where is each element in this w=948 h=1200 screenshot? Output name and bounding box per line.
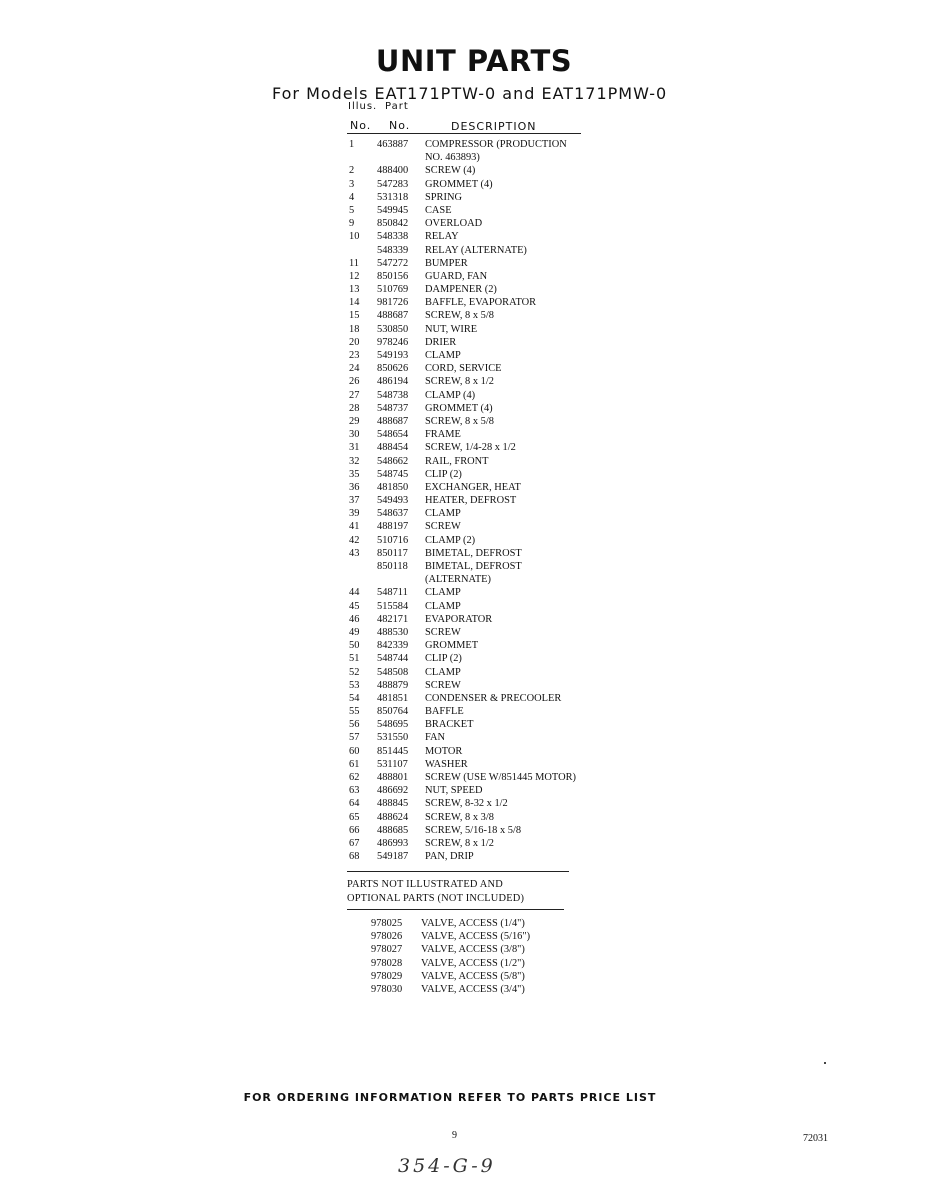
part-description: SCREW, 8 x 1/2 bbox=[425, 837, 494, 849]
part-description: FRAME bbox=[425, 429, 461, 441]
parts-row bbox=[349, 626, 649, 639]
scan-speck bbox=[824, 1062, 826, 1064]
illus-number: 57 bbox=[349, 732, 360, 744]
part-description: NUT, SPEED bbox=[425, 785, 483, 797]
illus-number: 45 bbox=[349, 600, 360, 612]
part-description: VALVE, ACCESS (1/2") bbox=[421, 957, 525, 969]
illus-number: 32 bbox=[349, 455, 360, 467]
illus-number: 62 bbox=[349, 772, 360, 783]
not-illustrated-heading bbox=[347, 878, 524, 905]
part-number: 548508 bbox=[377, 666, 409, 678]
part-number: 978025 bbox=[371, 918, 403, 929]
part-description: EXCHANGER, HEAT bbox=[425, 481, 521, 493]
illus-number: 52 bbox=[349, 666, 360, 678]
parts-row bbox=[349, 784, 649, 797]
illus-number: 30 bbox=[349, 429, 360, 441]
not-illustrated-line-2: OPTIONAL PARTS (NOT INCLUDED) bbox=[347, 892, 525, 904]
part-description: NUT, WIRE bbox=[425, 323, 478, 335]
parts-row bbox=[349, 138, 649, 151]
part-description: CLIP (2) bbox=[425, 653, 462, 665]
parts-row bbox=[349, 652, 649, 665]
part-number: 515584 bbox=[377, 600, 409, 612]
part-number: 488687 bbox=[377, 415, 409, 427]
illus-number: 43 bbox=[349, 547, 360, 559]
part-description: PAN, DRIP bbox=[425, 851, 474, 863]
part-description: CLAMP bbox=[425, 666, 461, 678]
illus-number: 9 bbox=[349, 218, 355, 230]
parts-row bbox=[349, 811, 649, 824]
optional-parts-list bbox=[371, 917, 621, 996]
illus-number: 15 bbox=[349, 310, 360, 322]
part-description: VALVE, ACCESS (3/8") bbox=[421, 944, 525, 956]
part-description: COMPRESSOR (PRODUCTION bbox=[425, 139, 567, 150]
part-number: 549193 bbox=[377, 350, 409, 361]
part-description: MOTOR bbox=[425, 745, 463, 757]
illus-number: 26 bbox=[349, 376, 360, 388]
part-number: 510769 bbox=[377, 284, 409, 296]
parts-row bbox=[349, 797, 649, 810]
part-description: CONDENSER & PRECOOLER bbox=[425, 692, 562, 704]
illus-number: 31 bbox=[349, 442, 360, 454]
part-number: 978027 bbox=[371, 944, 403, 956]
optional-row bbox=[371, 983, 621, 996]
part-number: 850117 bbox=[377, 547, 408, 559]
part-description: VALVE, ACCESS (1/4") bbox=[421, 918, 525, 929]
part-description: CLIP (2) bbox=[425, 468, 462, 480]
parts-row bbox=[349, 666, 649, 679]
parts-row bbox=[349, 745, 649, 758]
part-description: VALVE, ACCESS (5/16") bbox=[421, 931, 531, 943]
part-description: SCREW, 5/16-18 x 5/8 bbox=[425, 824, 522, 836]
part-description: NO. 463893) bbox=[425, 152, 480, 164]
part-description: BIMETAL, DEFROST bbox=[425, 561, 522, 572]
parts-row bbox=[349, 850, 649, 863]
parts-row bbox=[349, 389, 649, 402]
parts-row bbox=[349, 336, 649, 349]
part-description: CLAMP bbox=[425, 508, 461, 520]
parts-list bbox=[349, 138, 649, 863]
part-number: 488197 bbox=[377, 521, 409, 533]
part-number: 549493 bbox=[377, 495, 409, 507]
parts-row bbox=[349, 191, 649, 204]
part-number: 548745 bbox=[377, 468, 409, 480]
part-number: 482171 bbox=[377, 613, 409, 625]
parts-row bbox=[349, 428, 649, 441]
part-description: DAMPENER (2) bbox=[425, 284, 497, 296]
parts-row bbox=[349, 283, 649, 296]
parts-row bbox=[349, 481, 649, 494]
illus-label: Illus. bbox=[348, 101, 378, 112]
part-number: 488687 bbox=[377, 310, 409, 322]
ordering-note: FOR ORDERING INFORMATION REFER TO PARTS PRICE LIST bbox=[243, 1091, 657, 1104]
parts-row bbox=[349, 178, 649, 191]
parts-row bbox=[349, 639, 649, 652]
part-description: RELAY bbox=[425, 231, 459, 243]
part-description: CORD, SERVICE bbox=[425, 363, 502, 375]
illus-number: 64 bbox=[349, 798, 360, 810]
illus-number: 2 bbox=[349, 165, 355, 177]
part-number: 548744 bbox=[377, 653, 409, 665]
part-description: EVAPORATOR bbox=[425, 613, 493, 625]
part-number: 549187 bbox=[377, 851, 409, 863]
part-number: 481851 bbox=[377, 692, 409, 704]
illus-number: 42 bbox=[349, 534, 360, 546]
illus-number: 27 bbox=[349, 389, 360, 401]
illus-number: 63 bbox=[349, 785, 360, 797]
part-description: CLAMP bbox=[425, 600, 461, 612]
part-description: CASE bbox=[425, 204, 452, 216]
part-description: CLAMP bbox=[425, 587, 461, 599]
illus-number: 1 bbox=[349, 139, 355, 150]
part-description: WASHER bbox=[425, 758, 468, 770]
illus-number: 51 bbox=[349, 653, 360, 665]
part-description: SCREW, 8 x 1/2 bbox=[425, 376, 494, 388]
parts-row bbox=[349, 441, 649, 454]
parts-end-rule bbox=[347, 871, 569, 872]
part-description: VALVE, ACCESS (5/8") bbox=[421, 970, 525, 982]
part-number: 488530 bbox=[377, 626, 409, 638]
parts-row bbox=[349, 349, 649, 362]
illus-number: 23 bbox=[349, 350, 360, 361]
part-number: 548637 bbox=[377, 508, 409, 520]
header-rule bbox=[347, 133, 581, 134]
illus-number: 68 bbox=[349, 851, 360, 863]
illus-number: 49 bbox=[349, 626, 360, 638]
part-description: DRIER bbox=[425, 336, 457, 348]
parts-row bbox=[349, 362, 649, 375]
parts-row bbox=[349, 837, 649, 850]
part-number: 486993 bbox=[377, 837, 409, 849]
part-number: 548339 bbox=[377, 244, 409, 256]
illus-number: 50 bbox=[349, 640, 360, 652]
not-illustrated-line-1: PARTS NOT ILLUSTRATED AND bbox=[347, 879, 503, 890]
parts-row bbox=[349, 244, 649, 257]
parts-row bbox=[349, 468, 649, 481]
part-number: 486194 bbox=[377, 376, 409, 388]
illus-number: 37 bbox=[349, 495, 360, 507]
parts-row bbox=[349, 520, 649, 533]
part-description: BRACKET bbox=[425, 719, 474, 731]
parts-row bbox=[349, 415, 649, 428]
part-number: 488845 bbox=[377, 798, 409, 810]
part-description: HEATER, DEFROST bbox=[425, 495, 517, 507]
part-description: RELAY (ALTERNATE) bbox=[425, 244, 527, 256]
part-description: GROMMET (4) bbox=[425, 178, 493, 190]
part-description: SCREW bbox=[425, 679, 461, 691]
parts-row bbox=[349, 771, 649, 784]
illus-number: 61 bbox=[349, 758, 360, 770]
part-description: SCREW bbox=[425, 521, 461, 533]
parts-row bbox=[349, 296, 649, 309]
part-number: 548695 bbox=[377, 719, 409, 731]
part-number: 547283 bbox=[377, 178, 409, 190]
part-number: 850626 bbox=[377, 363, 409, 375]
part-number: 850118 bbox=[377, 561, 408, 572]
illus-number: 60 bbox=[349, 745, 360, 757]
part-number: 978246 bbox=[377, 336, 409, 348]
optional-row bbox=[371, 943, 621, 956]
part-number: 481850 bbox=[377, 481, 409, 493]
document-number: 72031 bbox=[803, 1133, 828, 1144]
part-number: 531107 bbox=[377, 758, 408, 770]
parts-row bbox=[349, 230, 649, 243]
illus-number: 3 bbox=[349, 178, 355, 190]
header-description: DESCRIPTION bbox=[451, 120, 537, 133]
optional-row bbox=[371, 917, 621, 930]
part-description: BAFFLE bbox=[425, 706, 464, 718]
handwritten-note: 354-G-9 bbox=[398, 1155, 496, 1177]
parts-row bbox=[349, 600, 649, 613]
part-description: BAFFLE, EVAPORATOR bbox=[425, 297, 537, 309]
part-description: SCREW, 1/4-28 x 1/2 bbox=[425, 442, 516, 454]
part-number: 842339 bbox=[377, 640, 409, 652]
parts-row bbox=[349, 679, 649, 692]
parts-row bbox=[349, 613, 649, 626]
illus-number: 28 bbox=[349, 402, 360, 414]
part-description: SCREW, 8-32 x 1/2 bbox=[425, 798, 508, 810]
parts-row bbox=[349, 560, 649, 573]
page-title: UNIT PARTS bbox=[375, 44, 573, 78]
parts-row bbox=[349, 151, 649, 164]
part-number: 488454 bbox=[377, 442, 409, 454]
illus-number: 14 bbox=[349, 297, 360, 309]
parts-row bbox=[349, 758, 649, 771]
illus-number: 13 bbox=[349, 284, 360, 296]
parts-row bbox=[349, 718, 649, 731]
part-description: CLAMP (4) bbox=[425, 389, 476, 401]
part-number: 548738 bbox=[377, 389, 409, 401]
part-number: 531550 bbox=[377, 732, 409, 744]
part-number: 488879 bbox=[377, 679, 409, 691]
illus-number: 11 bbox=[349, 257, 360, 269]
illus-number: 12 bbox=[349, 270, 360, 282]
parts-row bbox=[349, 573, 649, 586]
part-description: GROMMET bbox=[425, 640, 479, 652]
part-number: 548662 bbox=[377, 455, 409, 467]
part-number: 463887 bbox=[377, 139, 409, 150]
parts-row bbox=[349, 455, 649, 468]
header-part-no: No. bbox=[389, 119, 411, 132]
parts-row bbox=[349, 323, 649, 336]
illus-number: 65 bbox=[349, 811, 360, 823]
illus-number: 55 bbox=[349, 706, 360, 718]
parts-row bbox=[349, 692, 649, 705]
part-description: SCREW (USE W/851445 MOTOR) bbox=[425, 772, 576, 783]
optional-row bbox=[371, 957, 621, 970]
parts-row bbox=[349, 164, 649, 177]
part-number: 548737 bbox=[377, 402, 409, 414]
part-number: 850764 bbox=[377, 706, 409, 718]
part-number: 486692 bbox=[377, 785, 409, 797]
part-description: VALVE, ACCESS (3/4") bbox=[421, 983, 525, 995]
illus-number: 18 bbox=[349, 323, 360, 335]
part-description: SCREW bbox=[425, 626, 461, 638]
part-number: 851445 bbox=[377, 745, 409, 757]
illus-number: 5 bbox=[349, 204, 355, 216]
part-description: SCREW, 8 x 3/8 bbox=[425, 811, 494, 823]
illus-number: 39 bbox=[349, 508, 360, 520]
part-description: SCREW (4) bbox=[425, 165, 476, 177]
part-number: 981726 bbox=[377, 297, 409, 309]
part-number: 548654 bbox=[377, 429, 409, 441]
parts-row bbox=[349, 586, 649, 599]
parts-row bbox=[349, 824, 649, 837]
part-number: 548338 bbox=[377, 231, 409, 243]
part-number: 978028 bbox=[371, 957, 403, 969]
illus-number: 53 bbox=[349, 679, 360, 691]
part-description: FAN bbox=[425, 732, 446, 744]
illus-number: 4 bbox=[349, 191, 355, 203]
parts-row bbox=[349, 217, 649, 230]
part-description: CLAMP (2) bbox=[425, 534, 476, 546]
parts-row bbox=[349, 402, 649, 415]
illus-number: 56 bbox=[349, 719, 360, 731]
part-description: SCREW, 8 x 5/8 bbox=[425, 310, 494, 322]
part-description: CLAMP bbox=[425, 350, 461, 361]
part-number: 488801 bbox=[377, 772, 409, 783]
part-number: 530850 bbox=[377, 323, 409, 335]
parts-row bbox=[349, 309, 649, 322]
illus-number: 36 bbox=[349, 481, 360, 493]
parts-row bbox=[349, 534, 649, 547]
parts-row bbox=[349, 270, 649, 283]
illus-number: 54 bbox=[349, 692, 360, 704]
part-number: 531318 bbox=[377, 191, 409, 203]
illus-number: 35 bbox=[349, 468, 360, 480]
part-label: Part bbox=[385, 101, 409, 112]
part-number: 978029 bbox=[371, 970, 403, 982]
page-number: 9 bbox=[452, 1130, 457, 1141]
part-description: (ALTERNATE) bbox=[425, 574, 491, 586]
part-number: 547272 bbox=[377, 257, 409, 269]
part-number: 850156 bbox=[377, 270, 409, 282]
part-number: 488685 bbox=[377, 824, 409, 836]
part-number: 549945 bbox=[377, 204, 409, 216]
illus-number: 10 bbox=[349, 231, 360, 243]
part-number: 978026 bbox=[371, 931, 403, 943]
illus-number: 29 bbox=[349, 415, 360, 427]
illus-number: 24 bbox=[349, 363, 360, 375]
part-description: RAIL, FRONT bbox=[425, 455, 489, 467]
part-description: SPRING bbox=[425, 191, 462, 203]
part-description: GROMMET (4) bbox=[425, 402, 493, 414]
optional-rule bbox=[347, 909, 564, 910]
optional-row bbox=[371, 930, 621, 943]
part-number: 548711 bbox=[377, 587, 408, 599]
parts-row bbox=[349, 257, 649, 270]
parts-row bbox=[349, 204, 649, 217]
part-number: 510716 bbox=[377, 534, 409, 546]
part-number: 978030 bbox=[371, 983, 403, 995]
illus-number: 46 bbox=[349, 613, 360, 625]
parts-row bbox=[349, 731, 649, 744]
part-description: SCREW, 8 x 5/8 bbox=[425, 415, 494, 427]
part-description: OVERLOAD bbox=[425, 218, 483, 230]
part-description: BUMPER bbox=[425, 257, 468, 269]
part-number: 850842 bbox=[377, 218, 409, 230]
optional-row bbox=[371, 970, 621, 983]
parts-row bbox=[349, 494, 649, 507]
part-number: 488624 bbox=[377, 811, 409, 823]
illus-number: 20 bbox=[349, 336, 360, 348]
parts-row bbox=[349, 507, 649, 520]
part-description: GUARD, FAN bbox=[425, 270, 488, 282]
parts-row bbox=[349, 547, 649, 560]
parts-row bbox=[349, 705, 649, 718]
part-description: BIMETAL, DEFROST bbox=[425, 547, 522, 559]
illus-number: 41 bbox=[349, 521, 360, 533]
models-subtitle: For Models EAT171PTW-0 and EAT171PMW-0 bbox=[272, 84, 668, 103]
parts-row bbox=[349, 375, 649, 388]
illus-number: 67 bbox=[349, 837, 360, 849]
illus-number: 66 bbox=[349, 824, 360, 836]
illus-number: 44 bbox=[349, 587, 360, 599]
header-illus-no: No. bbox=[350, 119, 372, 132]
part-number: 488400 bbox=[377, 165, 409, 177]
